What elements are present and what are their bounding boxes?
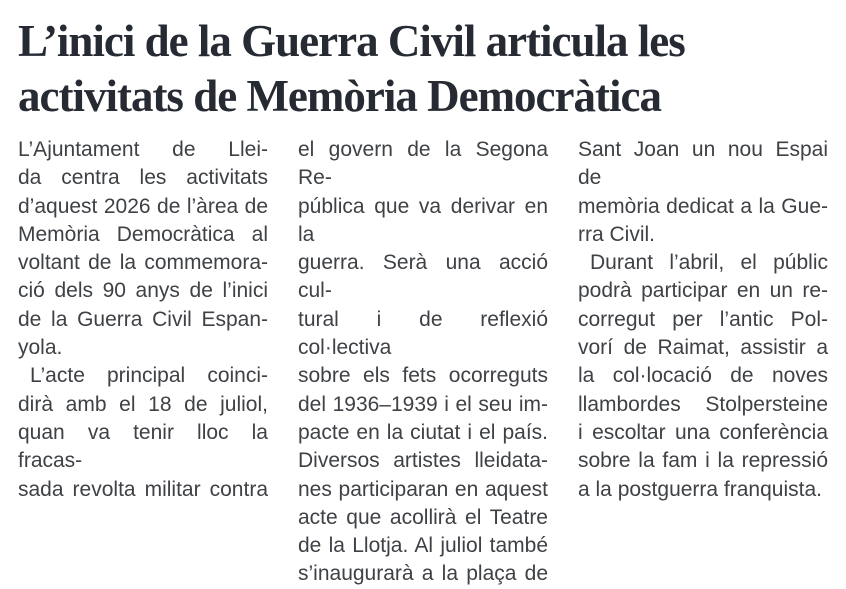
text-line: sobre la fam i la repressió (578, 449, 828, 473)
text-line: llambordes Stolpersteine (578, 392, 828, 416)
text-line: L’acte principal coinci- (30, 364, 268, 388)
text-line: yola. (18, 336, 63, 360)
text-line: tural i de reflexió col·lectiva (298, 307, 548, 360)
text-line: rra Civil. (578, 222, 655, 246)
text-line: L’Ajuntament de Llei- (18, 138, 268, 161)
text-line: Diversos artistes lleidata- (298, 449, 548, 473)
text-line: voltant de la commemora- (18, 251, 268, 275)
text-line: del 1936–1939 i el seu im- (298, 392, 548, 416)
text-line: Durant l’abril, el públic (590, 251, 828, 275)
text-line: corregut per l’antic Pol- (578, 307, 828, 331)
text-line: i escoltar una conferència (578, 420, 828, 444)
article-body (18, 136, 828, 589)
text-line: Memòria Democràtica al (18, 222, 268, 246)
text-line: guerra. Serà una acció cul- (298, 251, 548, 303)
article-headline (18, 14, 828, 124)
text-line: pública que va derivar en la (298, 194, 548, 246)
text-line: dirà amb el 18 de juliol, (18, 392, 268, 416)
text-line: s’inaugurarà a la plaça de (298, 562, 548, 586)
text-line: nes participaran en aquest (298, 477, 548, 501)
text-line: da centra les activitats (18, 166, 268, 190)
text-line: de la Guerra Civil Espan- (18, 307, 268, 331)
text-line: sada revolta militar contra (18, 477, 268, 501)
text-line: de la Llotja. Al juliol també (298, 534, 548, 558)
headline-line-1: L’inici de la Guerra Civil articula les (18, 16, 685, 66)
text-line: d’aquest 2026 de l’àrea de (18, 194, 268, 218)
text-line: pacte en la ciutat i el país. (298, 420, 548, 444)
text-line: sobre els fets ocorreguts (298, 364, 548, 388)
text-line: podrà participar en un re- (578, 279, 828, 303)
text-line: vorí de Raimat, assistir a (578, 336, 828, 360)
article-column-2 (298, 136, 548, 589)
text-line: el govern de la Segona Re- (298, 138, 548, 190)
article-column-1 (18, 136, 268, 589)
text-line: la col·locació de noves (578, 364, 828, 388)
text-line: quan va tenir lloc la fracas- (18, 420, 268, 473)
text-line: a la postguerra franquista. (578, 477, 822, 501)
article-column-3 (578, 136, 828, 589)
headline-line-2: activitats de Memòria Democràtica (18, 71, 661, 121)
text-line: acte que acollirà el Teatre (298, 505, 548, 529)
text-line: ció dels 90 anys de l’inici (18, 279, 268, 303)
text-line: memòria dedicat a la Gue- (578, 194, 828, 218)
text-line: Sant Joan un nou Espai de (578, 138, 828, 190)
